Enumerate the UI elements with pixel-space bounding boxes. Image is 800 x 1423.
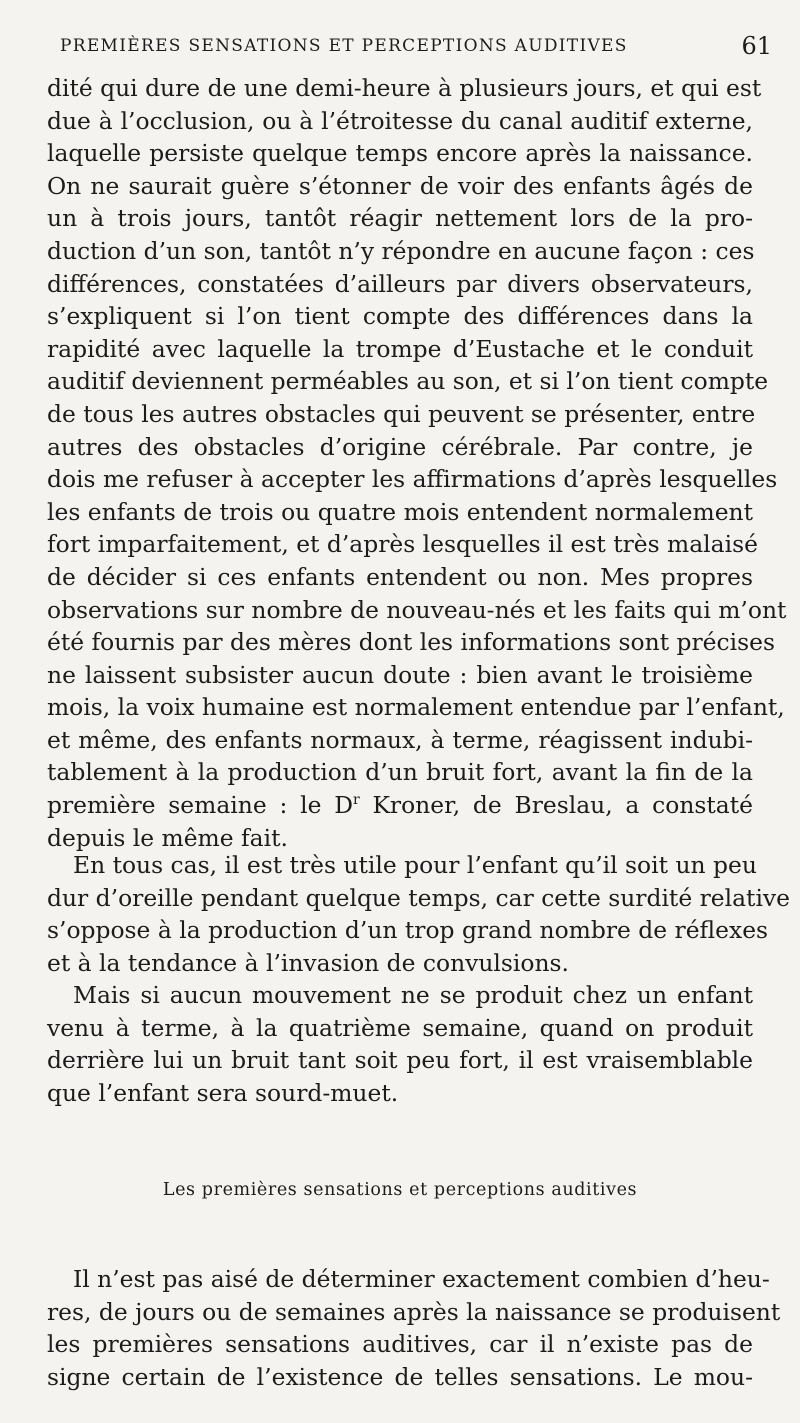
- paragraph: [47, 979, 753, 1109]
- text-line: dois me refuser à accepter les affirmations d’après lesquelles: [47, 465, 778, 494]
- text-line: dur d’oreille pendant quelque temps, car cette surdité relative: [47, 883, 790, 912]
- text-line: été fournis par des mères dont les informations sont précises: [47, 628, 775, 657]
- text-line: différences, constatées d’ailleurs par divers observateurs,: [47, 269, 753, 298]
- text-line: dité qui dure de une demi-heure à plusieurs jours, et qui est: [47, 74, 762, 102]
- text-line: signe certain de l’existence de telles sensations. Le mou-: [47, 1362, 753, 1391]
- text-line: fort imparfaitement, et d’après lesquelles il est très malaisé: [47, 530, 758, 559]
- text-line: depuis le même fait.: [47, 823, 288, 852]
- text-segment: première semaine : le D: [47, 791, 353, 820]
- text-line: On ne saurait guère s’étonner de voir des enfants âgés de: [47, 171, 753, 200]
- text-line: s’oppose à la production d’un trop grand nombre de réflexes: [47, 916, 769, 945]
- paragraph: [47, 849, 790, 979]
- text-line: laquelle persiste quelque temps encore après la naissance.: [47, 139, 753, 168]
- text-line: venu à terme, à la quatrième semaine, quand on produit: [47, 1013, 753, 1042]
- text-line: et à la tendance à l’invasion de convulsions.: [47, 948, 569, 977]
- text-line: tablement à la production d’un bruit fort, avant la fin de la: [47, 758, 753, 787]
- text-line: En tous cas, il est très utile pour l’enfant qu’il soit un peu: [73, 851, 757, 879]
- text-line: derrière lui un bruit tant soit peu fort, il est vraisemblable: [47, 1046, 753, 1075]
- text-line: s’expliquent si l’on tient compte des différences dans la: [47, 302, 753, 331]
- text-line: duction d’un son, tantôt n’y répondre en aucune façon : ces: [47, 236, 755, 265]
- text-line-with-superscript: [47, 789, 753, 822]
- text-line: un à trois jours, tantôt réagir nettement lors de la pro-: [47, 204, 753, 233]
- text-line: de tous les autres obstacles qui peuvent se présenter, entre: [47, 399, 756, 428]
- running-header: [60, 32, 772, 62]
- text-line: les enfants de trois ou quatre mois entendent normalement: [47, 497, 753, 526]
- text-line: res, de jours ou de semaines après la naissance se produisent: [47, 1297, 781, 1326]
- text-line: et même, des enfants normaux, à terme, réagissent indubi-: [47, 725, 753, 754]
- section-heading: Les premières sensations et perceptions auditives: [162, 1180, 638, 1200]
- superscript: r: [352, 792, 360, 809]
- text-line: Mais si aucun mouvement ne se produit chez un enfant: [73, 981, 753, 1009]
- text-line: autres des obstacles d’origine cérébrale. Par contre, je: [47, 432, 753, 461]
- text-line: due à l’occlusion, ou à l’étroitesse du canal auditif externe,: [47, 106, 753, 135]
- text-line: les premières sensations auditives, car il n’existe pas de: [47, 1330, 753, 1359]
- paragraph: [47, 1263, 781, 1393]
- running-title: PREMIÈRES SENSATIONS ET PERCEPTIONS AUDITIVES: [60, 36, 628, 56]
- text-line: auditif deviennent perméables au son, et si l’on tient compte: [47, 367, 769, 396]
- text-line: que l’enfant sera sourd-muet.: [47, 1078, 399, 1107]
- text-line: ne laissent subsister aucun doute : bien avant le troisième: [47, 660, 753, 689]
- text-line: de décider si ces enfants entendent ou non. Mes propres: [47, 562, 753, 591]
- page-number: 61: [741, 32, 772, 60]
- text-line: observations sur nombre de nouveau-nés et les faits qui m’ont: [47, 595, 787, 624]
- text-line: mois, la voix humaine est normalement entendue par l’enfant,: [47, 693, 785, 722]
- text-line: Il n’est pas aisé de déterminer exactement combien d’heu-: [73, 1265, 770, 1293]
- text-line: rapidité avec laquelle la trompe d’Eustache et le conduit: [47, 334, 753, 363]
- text-segment: Kroner, de Breslau, a constaté: [359, 791, 753, 820]
- paragraph-continued: [47, 72, 787, 854]
